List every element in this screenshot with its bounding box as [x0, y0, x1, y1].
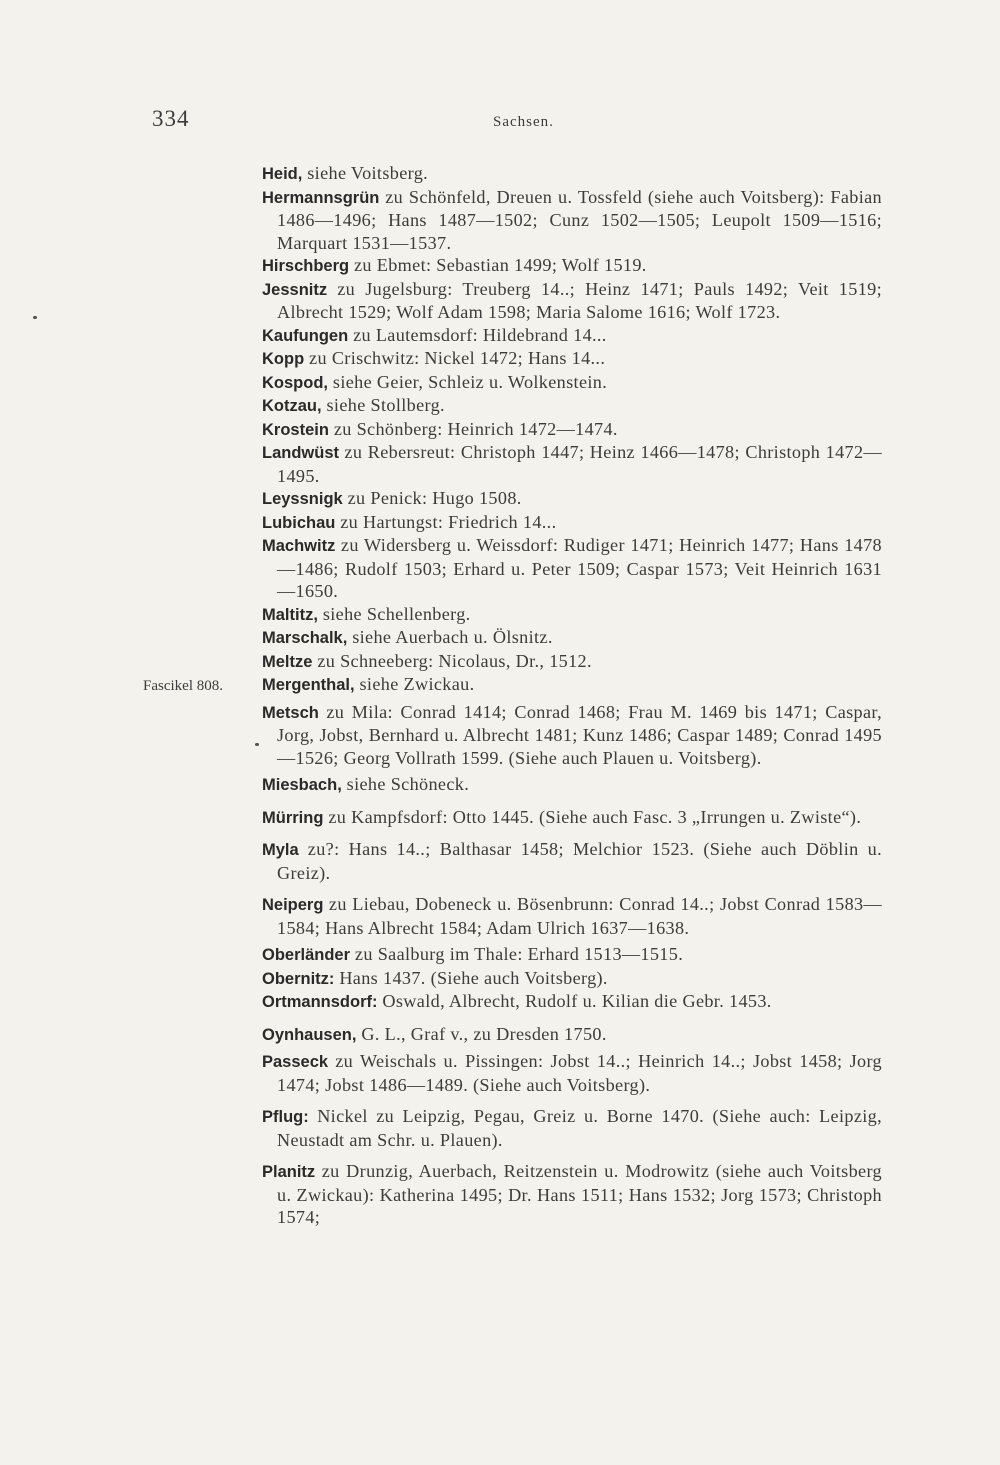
entry-text: zu Hartungst: Friedrich 14... — [335, 511, 557, 532]
entry-headword: Oynhausen, — [262, 1025, 357, 1044]
index-entry — [262, 773, 882, 797]
entry-headword: Passeck — [262, 1053, 329, 1071]
entry-text: G. L., Graf v., zu Dresden 1750. — [356, 1023, 607, 1044]
entry-headword: Hermannsgrün — [262, 188, 380, 207]
index-entry — [262, 1050, 882, 1096]
entry-text: zu Schneeberg: Nicolaus, Dr., 1512. — [312, 650, 592, 671]
index-entry — [262, 324, 882, 348]
entry-headword: Kopp — [262, 350, 305, 368]
index-entry — [262, 603, 882, 627]
index-entry — [262, 278, 882, 324]
index-entry — [262, 967, 882, 991]
entry-text: siehe Stollberg. — [321, 395, 445, 415]
entry-headword: Machwitz — [262, 537, 336, 555]
entry-headword: Oberländer — [262, 946, 351, 964]
index-entry — [262, 806, 882, 830]
ink-speck — [33, 316, 37, 319]
page-number: 334 — [152, 106, 190, 131]
entry-text: zu Kampfsdorf: Otto 1445. (Siehe auch Fasc. 3 „Irrungen u. Zwiste“). — [323, 806, 862, 827]
entry-headword: Mergenthal, — [262, 676, 355, 694]
entry-headword: Maltitz, — [262, 605, 318, 624]
entry-headword: Pflug: — [262, 1108, 309, 1126]
entry-text: Hans 1437. (Siehe auch Voitsberg). — [334, 967, 608, 988]
index-entry — [262, 838, 882, 884]
entry-text: Nickel zu Leipzig, Pegau, Greiz u. Borne 1470. (Siehe auch: Leipzig, Neustadt am Schr. u. Plauen). — [277, 1106, 882, 1150]
entry-headword: Planitz — [262, 1163, 316, 1181]
index-entry — [262, 1160, 882, 1229]
index-entry — [262, 943, 882, 967]
index-entry — [262, 534, 882, 603]
entry-text: zu Weischals u. Pissingen: Jobst 14..; Heinrich 14..; Jobst 1458; Jorg 1474; Jobst 1486—1489. (Siehe auch Voitsberg). — [277, 1051, 882, 1095]
entry-text: zu Widersberg u. Weissdorf: Rudiger 1471; Heinrich 1477; Hans 1478—1486; Rudolf 1503; Erhard u. Peter 1509; Caspar 1573; Veit Heinrich 1631—1650. — [277, 535, 882, 601]
entry-text: siehe Voitsberg. — [302, 163, 429, 183]
entry-text: zu Crischwitz: Nickel 1472; Hans 14... — [304, 348, 606, 368]
index-entry — [262, 1023, 882, 1047]
entry-headword: Metsch — [262, 703, 319, 722]
index-entry — [262, 347, 882, 371]
entry-headword: Leyssnigk — [262, 490, 343, 508]
entry-headword: Kotzau, — [262, 397, 322, 415]
index-entry — [262, 626, 882, 650]
entry-text: zu Lautemsdorf: Hildebrand 14... — [348, 324, 607, 345]
index-entry — [262, 893, 882, 939]
entry-text: zu Drunzig, Auerbach, Reitzenstein u. Modrowitz (siehe auch Voitsberg u. Zwickau): Katherina 1495; Dr. Hans 1511; Hans 1532; Jorg 1573; Christoph 1574; — [277, 1161, 882, 1227]
index-entry — [262, 701, 882, 770]
entry-headword: Jessnitz — [262, 280, 328, 299]
entry-headword: Kaufungen — [262, 326, 349, 345]
ink-speck — [255, 743, 259, 746]
index-entry — [262, 394, 882, 418]
entry-text: siehe Schellenberg. — [317, 603, 471, 624]
entry-headword: Ortmannsdorf: — [262, 993, 378, 1011]
entry-headword: Heid, — [262, 165, 303, 183]
index-entry — [262, 990, 882, 1014]
entry-text: zu Jugelsburg: Treuberg 14..; Heinz 1471; Pauls 1492; Veit 1519; Albrecht 1529; Wolf Adam 1598; Maria Salome 1616; Wolf 1723. — [277, 278, 882, 322]
entry-headword: Lubichau — [262, 513, 336, 532]
index-entry — [262, 487, 882, 511]
entry-headword: Kospod, — [262, 373, 328, 392]
entry-headword: Landwüst — [262, 444, 339, 462]
index-entry — [262, 650, 882, 674]
index-entry — [262, 441, 882, 487]
entry-headword: Mürring — [262, 808, 324, 827]
margin-note: Fascikel 808. — [143, 678, 223, 694]
index-entry — [262, 511, 882, 535]
entry-text: zu Liebau, Dobeneck u. Bösenbrunn: Conrad 14..; Jobst Conrad 1583—1584; Hans Albrecht 1584; Adam Ulrich 1637—1638. — [277, 894, 882, 938]
entry-text: zu?: Hans 14..; Balthasar 1458; Melchior 1523. (Siehe auch Döblin u. Greiz). — [277, 839, 882, 883]
entry-headword: Obernitz: — [262, 969, 335, 988]
index-entry — [262, 371, 882, 395]
entry-text: zu Penick: Hugo 1508. — [342, 488, 522, 508]
entry-headword: Hirschberg — [262, 257, 350, 275]
entry-text: zu Mila: Conrad 1414; Conrad 1468; Frau M. 1469 bis 1471; Caspar, Jorg, Jobst, Bernhard u. Albrecht 1481; Kunz 1486; Caspar 1489; Conrad 1495—1526; Georg Vollrath 1599. (Siehe auch Plauen u. Voitsberg). — [277, 701, 882, 768]
index-entry — [262, 162, 882, 186]
entry-headword: Miesbach, — [262, 776, 342, 794]
entry-headword: Myla — [262, 841, 299, 859]
entry-text: siehe Auerbach u. Ölsnitz. — [347, 627, 553, 647]
index-entry — [262, 673, 882, 697]
entry-text: zu Saalburg im Thale: Erhard 1513—1515. — [350, 944, 684, 964]
index-entry — [262, 418, 882, 442]
entry-text: siehe Schöneck. — [341, 774, 470, 794]
index-entry — [262, 186, 882, 255]
entry-headword: Krostein — [262, 420, 329, 439]
entry-text: siehe Zwickau. — [354, 674, 475, 694]
entry-text: Oswald, Albrecht, Rudolf u. Kilian die Gebr. 1453. — [377, 991, 772, 1011]
entry-headword: Marschalk, — [262, 629, 348, 647]
index-entry — [262, 1105, 882, 1151]
index-entry — [262, 254, 882, 278]
entry-headword: Meltze — [262, 652, 313, 671]
entry-headword: Neiperg — [262, 896, 324, 914]
running-head: Sachsen. — [493, 114, 554, 130]
entry-text: siehe Geier, Schleiz u. Wolkenstein. — [328, 371, 608, 392]
entry-text: zu Ebmet: Sebastian 1499; Wolf 1519. — [349, 255, 647, 275]
entry-text: zu Rebersreut: Christoph 1447; Heinz 1466—1478; Christoph 1472—1495. — [277, 442, 882, 486]
index-entries — [262, 162, 882, 1229]
entry-text: zu Schönberg: Heinrich 1472—1474. — [328, 418, 618, 439]
entry-text: zu Schönfeld, Dreuen u. Tossfeld (siehe auch Voitsberg): Fabian 1486—1496; Hans 1487—1502; Cunz 1502—1505; Leupolt 1509—1516; Marquart 1531—1537. — [277, 186, 882, 253]
